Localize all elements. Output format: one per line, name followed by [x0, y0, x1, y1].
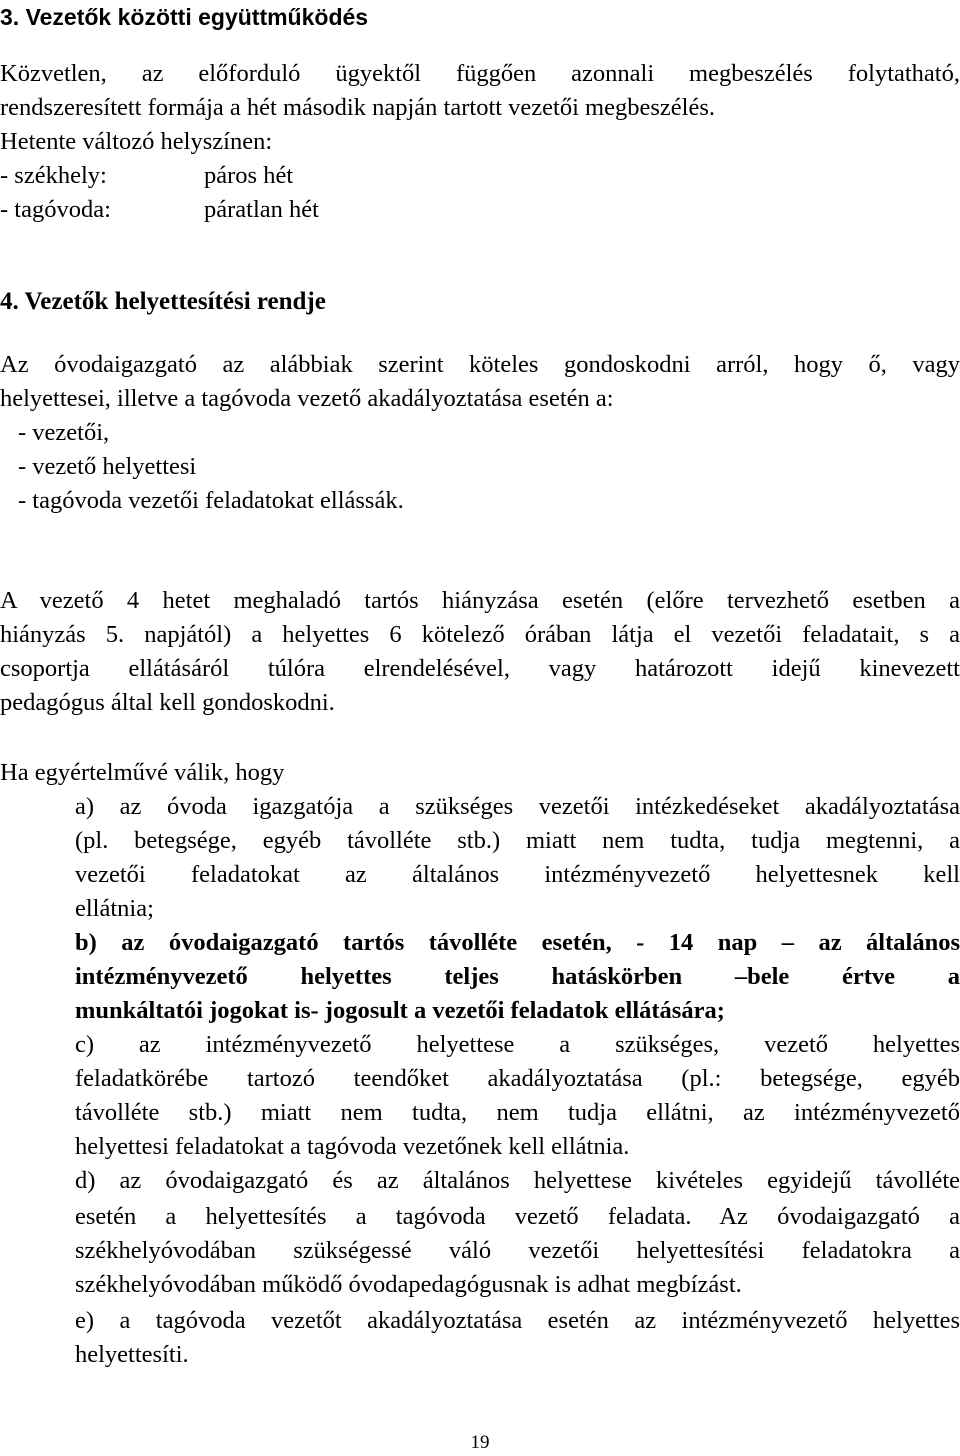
- item-d-line-2: esetén a helyettesítés a tagóvoda vezető feladata. Az óvodaigazgató a: [75, 1203, 960, 1230]
- list-item: - vezető helyettesi: [18, 453, 197, 480]
- item-a-line-1: a) az óvoda igazgatója a szükséges vezetői intézkedéseket akadályoztatása: [75, 793, 960, 820]
- para1-line-3: csoportja ellátásáról túlóra elrendelésével, vagy határozott idejű kinevezett: [0, 655, 960, 682]
- place-row-member-kindergarten: [0, 193, 319, 227]
- item-e-line-2: helyettesíti.: [75, 1341, 189, 1368]
- page-number: 19: [470, 1432, 490, 1453]
- section-3-line-2: rendszeresített formája a hét második napján tartott vezetői megbeszélés.: [0, 94, 715, 121]
- list-item: - tagóvoda vezetői feladatokat ellássák.: [18, 487, 404, 514]
- item-a-line-2: (pl. betegsége, egyéb távolléte stb.) miatt nem tudta, tudja megtenni, a: [75, 827, 960, 854]
- para1-line-4: pedagógus által kell gondoskodni.: [0, 689, 335, 716]
- list-item: - vezetői,: [18, 419, 110, 446]
- item-b-line-2: intézményvezető helyettes teljes hatáskörben –bele értve a: [75, 963, 960, 990]
- intro-line-2: helyettesei, illetve a tagóvoda vezető akadályoztatása esetén a:: [0, 385, 614, 412]
- item-e-line-1: e) a tagóvoda vezetőt akadályoztatása esetén az intézményvezető helyettes: [75, 1307, 960, 1334]
- place-value: páratlan hét: [204, 196, 319, 223]
- item-d-line-4: székhelyóvodában működő óvodapedagógusnak is adhat megbízást.: [75, 1271, 742, 1298]
- item-c-line-4: helyettesi feladatokat a tagóvoda vezetőnek kell ellátnia.: [75, 1133, 630, 1160]
- section-3-line-1: Közvetlen, az előforduló ügyektől függően azonnali megbeszélés folytatható,: [0, 60, 960, 87]
- item-a-line-3: vezetői feladatokat az általános intézményvezető helyettesnek kell: [75, 861, 960, 888]
- section-3-line-3: Hetente változó helyszínen:: [0, 128, 273, 155]
- item-c-line-2: feladatkörébe tartozó teendőket akadályoztatása (pl.: betegsége, egyéb: [75, 1065, 960, 1092]
- intro-line-1: Az óvodaigazgató az alábbiak szerint köteles gondoskodni arról, hogy ő, vagy: [0, 351, 960, 378]
- item-b-line-3: munkáltatói jogokat is- jogosult a vezetői feladatok ellátására;: [75, 997, 725, 1024]
- section-4-heading: 4. Vezetők helyettesítési rendje: [0, 288, 326, 315]
- section-3-heading: 3. Vezetők közötti együttműködés: [0, 4, 369, 30]
- item-c-line-3: távolléte stb.) miatt nem tudta, nem tudja ellátni, az intézményvezető: [75, 1099, 960, 1126]
- item-b-line-1: b) az óvodaigazgató tartós távolléte esetén, - 14 nap – az általános: [75, 929, 960, 956]
- place-row-seat: [0, 159, 293, 193]
- place-value: páros hét: [204, 162, 294, 189]
- item-a-line-4: ellátnia;: [75, 895, 154, 922]
- item-c-line-1: c) az intézményvezető helyettese a szükséges, vezető helyettes: [75, 1031, 960, 1058]
- place-label: - székhely:: [0, 162, 107, 189]
- item-d-line-3: székhelyóvodában szükségessé váló vezetői helyettesítési feladatokra a: [75, 1237, 960, 1264]
- para1-line-1: A vezető 4 hetet meghaladó tartós hiányzása esetén (előre tervezhető esetben a: [0, 587, 960, 614]
- para1-line-2: hiányzás 5. napjától) a helyettes 6 kötelező órában látja el vezetői feladatait, s a: [0, 621, 960, 648]
- place-label: - tagóvoda:: [0, 196, 111, 223]
- para2-intro: Ha egyértelművé válik, hogy: [0, 759, 285, 786]
- item-d-line-1: d) az óvodaigazgató és az általános helyettese kivételes egyidejű távolléte: [75, 1167, 960, 1194]
